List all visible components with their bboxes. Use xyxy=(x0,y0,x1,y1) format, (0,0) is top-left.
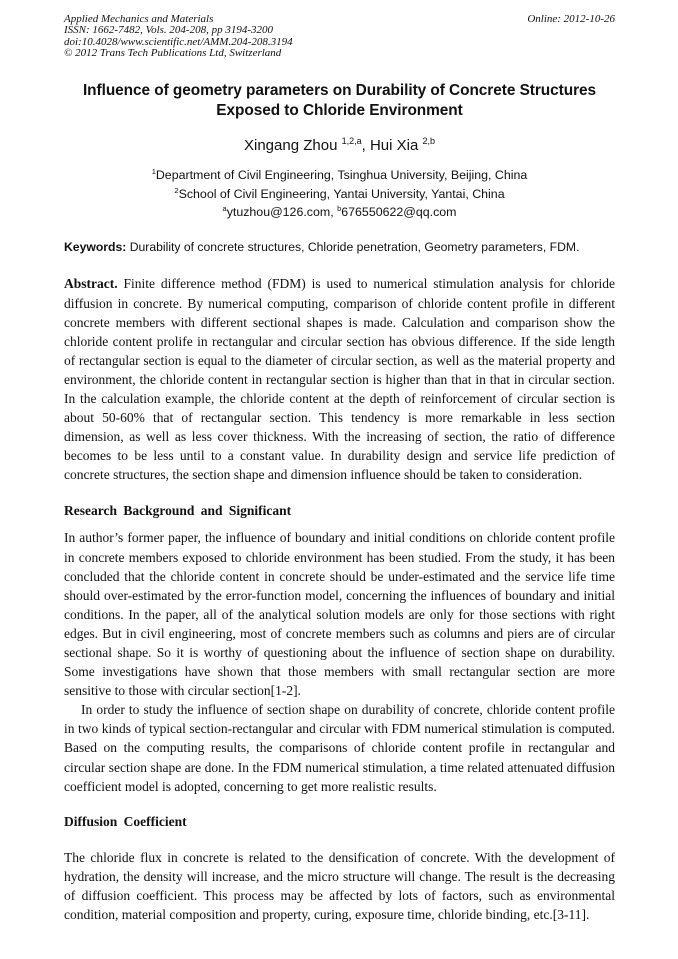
affiliation-marker: 1 xyxy=(151,167,156,177)
email-marker: b xyxy=(337,204,342,213)
paragraph: The chloride flux in concrete is related to the densification of concrete. With the development of hydration, the density will increase, and the micro structure will change. The result is the decreasing of diffusion coefficient. This process may be affected by lots of factors, such as environmental condition, material composition and property, curing, exposure time, chloride binding, etc.[3-11]. xyxy=(64,849,615,923)
affiliation-1 xyxy=(64,166,615,184)
email-separator: , xyxy=(330,205,338,219)
email-marker: a xyxy=(222,204,227,213)
email-address[interactable]: 676550622@qq.com xyxy=(341,205,457,219)
email-address[interactable]: ytuzhou@126.com xyxy=(226,205,331,219)
title-line-1: Influence of geometry parameters on Durability of Concrete Structures xyxy=(82,82,597,100)
paragraph: In order to study the influence of section shape on durability of concrete, chloride content profile in two kinds of typical section-rectangular and circular with FDM numerical stimulation is computed. Based on the computing results, the comparisons of chloride content profile in rectangular and circular section shape are done. In the FDM numerical stimulation, a time related attenuated diffusion coefficient model is adopted, concerning to get more realistic results. xyxy=(64,702,615,794)
section-heading: Research Background and Significant xyxy=(64,503,292,519)
author-name: Xingang Zhou xyxy=(244,137,338,155)
keywords-text: Durability of concrete structures, Chloride penetration, Geometry parameters, FDM. xyxy=(129,240,580,255)
copyright-line: © 2012 Trans Tech Publications Ltd, Switzerland xyxy=(64,46,282,59)
issn-line: ISSN: 1662-7482, Vols. 204-208, pp 3194-3200 xyxy=(64,24,273,37)
author-affiliation-marker: 1,2,a xyxy=(341,136,362,147)
email-line xyxy=(64,203,615,221)
online-date: Online: 2012-10-26 xyxy=(527,13,615,25)
affiliations xyxy=(64,166,615,221)
abstract-label: Abstract. xyxy=(64,276,118,292)
author-separator: , xyxy=(361,137,370,155)
keywords-label: Keywords: xyxy=(64,240,127,255)
section-heading: Diffusion Coefficient xyxy=(64,813,187,829)
keywords xyxy=(64,239,615,255)
paper-page xyxy=(64,14,615,924)
doi-line: doi:10.4028/www.scientific.net/AMM.204-208.3194 xyxy=(64,35,293,48)
author-affiliation-marker: 2,b xyxy=(422,136,435,147)
journal-name: Applied Mechanics and Materials xyxy=(64,13,214,25)
author-name: Hui Xia xyxy=(369,137,419,155)
abstract xyxy=(64,274,615,484)
paper-title xyxy=(64,81,615,121)
affiliation-marker: 2 xyxy=(174,185,179,195)
paragraph: In author’s former paper, the influence of boundary and initial conditions on chloride content profile in concrete members exposed to chloride environment has been studied. From the study, it has been concluded that the chloride content in concrete should be under-estimated and the service life time should over-estimated by the error-function model, concerning the influences of boundary and initial conditions. In the paper, all of the analytical solution models are only for those sections with right edges. But in civil engineering, most of concrete members such as columns and piers are of circular sectional shape. So it is worthy of questioning about the influence of section shape on durability. Some investigations have shown that those members with small rectangular section are more sensitive to those with circular section[1-2]. xyxy=(64,530,615,699)
abstract-text: Finite difference method (FDM) is used to numerical stimulation analysis for chloride diffusion in concrete. By numerical computing, comparison of chloride content profile in different concrete members with different sectional shapes is made. Calculation and comparison show the chloride content prolife in rectangular and circular section has obvious difference. If the side length of rectangular section is equal to the diameter of circular section, as well as the material property and environment, the chloride content in rectangular section is higher than that in that in circular section. In the calculation example, the chloride content at the depth of reinforcement of circular section is about 50-60% that of rectangular section. This tendency is more remarkable in less section dimension, as well as less cover thickness. With the increasing of section, the ratio of difference becomes to be less until to a constant value. In durability design and service life prediction of concrete structures, the section shape and dimension influence should be taken to consideration. xyxy=(64,276,615,483)
title-line-2: Exposed to Chloride Environment xyxy=(216,102,463,120)
affiliation-2 xyxy=(64,185,615,203)
author-list xyxy=(64,137,615,155)
journal-header xyxy=(64,14,615,59)
affiliation-text: Department of Civil Engineering, Tsinghua University, Beijing, China xyxy=(155,168,528,183)
affiliation-text: School of Civil Engineering, Yantai University, Yantai, China xyxy=(178,186,505,201)
